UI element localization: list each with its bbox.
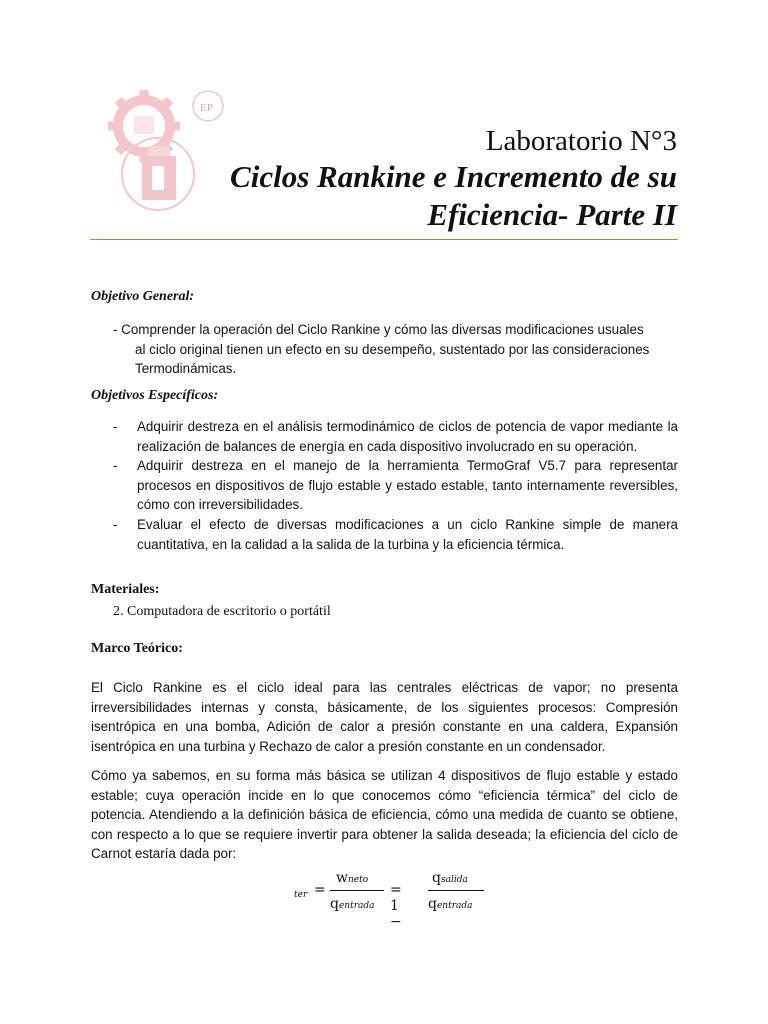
objetivo-especifico-1: - Adquirir destreza en el análisis termodinámico de ciclos de potencia de vapor mediante la realización de balances de energía en cada dispositivo involucrado en su operación. — [113, 417, 678, 456]
materiales-item: 2. Computadora de escritorio o portátil — [113, 604, 331, 619]
objetivos-especificos-list — [113, 417, 678, 554]
marco-teorico-paragraph-2: Cómo ya sabemos, en su forma más básica se utilizan 4 dispositivos de flujo estable y estado estable; cuya operación incide en lo que conocemos cómo “eficiencia térmica” del ciclo de potencia. Atendiendo a la definición básica de eficiencia, cómo una medida de cuanto se obtiene, con respecto a lo que se requiere invertir para obtener la salida deseada; la eficiencia del ciclo de Carnot estaría dada por: — [91, 768, 678, 862]
objetivo-general-line2: al ciclo original tienen un efecto en su desempeño, sustentado por las consideraciones — [135, 341, 650, 357]
formula-equals: = — [314, 882, 326, 898]
lab-number-title: Laboratorio N°3 — [485, 125, 677, 157]
formula-numerator-2: qsalida — [432, 870, 468, 886]
objetivo-especifico-3: - Evaluar el efecto de diversas modificaciones a un ciclo Rankine simple de manera cuantitativa, en la calidad a la salida de la turbina y la eficiencia térmica. — [113, 515, 678, 554]
objetivo-general-text — [113, 320, 678, 379]
objetivo-especifico-2: - Adquirir destreza en el manejo de la herramienta TermoGraf V5.7 para representar procesos en dispositivos de flujo estable y estado estable, tanto internamente reversibles, cómo con irreversibilidades. — [113, 456, 678, 515]
title-divider — [90, 239, 678, 240]
formula-lhs-subscript: ter — [294, 890, 308, 900]
formula-denominator-2: qentrada — [428, 896, 473, 912]
fraction-bar-2 — [428, 890, 484, 891]
lab-title-line1: Ciclos Rankine e Incremento de su — [230, 159, 677, 194]
formula-numerator-1: wneto — [336, 870, 369, 886]
objetivo-general-heading: Objetivo General: — [91, 289, 195, 304]
marco-teorico-paragraph-1: El Ciclo Rankine es el ciclo ideal para las centrales eléctricas de vapor; no presenta irreversibilidades internas y consta, básicamente, de los siguientes procesos: Compresión isentrópica en una bomba, Adición de calor a presión constante en una caldera, Expansión isentrópica en una turbina y Rechazo de calor a presión constante en un condensador. — [91, 680, 678, 754]
formula-denominator-1: qentrada — [330, 896, 375, 912]
fraction-bar-1 — [330, 890, 384, 891]
objetivos-especificos-heading: Objetivos Específicos: — [91, 388, 219, 403]
logo-text: EP — [200, 102, 213, 114]
lab-title-line2: Eficiencia- Parte II — [427, 197, 677, 232]
title-block — [230, 124, 677, 234]
university-logo — [96, 86, 226, 211]
objetivo-general-line3: Termodinámicas. — [135, 361, 237, 377]
formula-equals-one-minus: = 1 − — [390, 882, 402, 930]
objetivo-general-line1: - Comprender la operación del Ciclo Rankine y cómo las diversas modificaciones usuales — [113, 322, 644, 337]
materiales-heading: Materiales: — [91, 582, 160, 597]
marco-teorico-heading: Marco Teórico: — [91, 641, 183, 656]
